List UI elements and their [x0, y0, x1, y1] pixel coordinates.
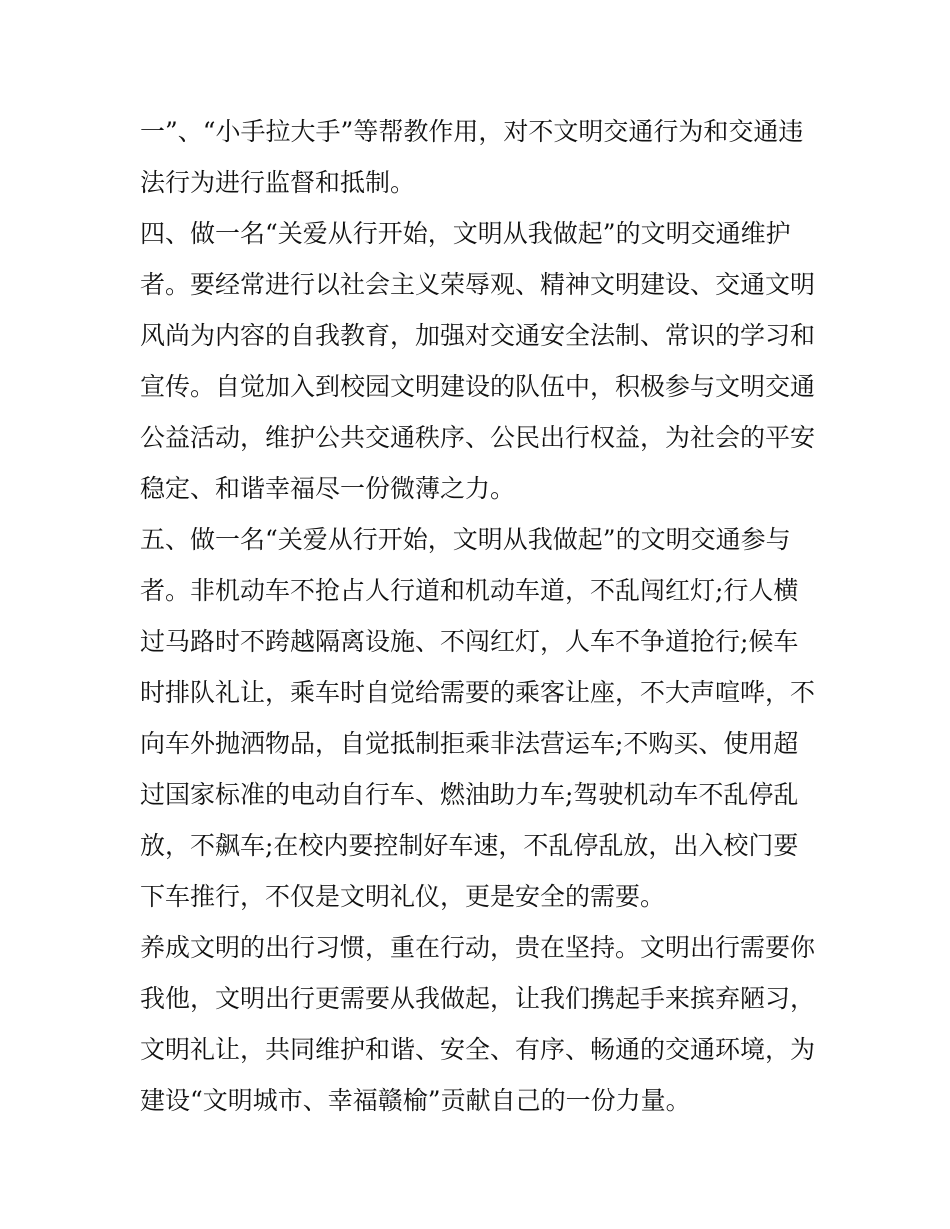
text-line: 过马路时不跨越隔离设施、不闯红灯，人车不争道抢行;候车 [140, 627, 799, 656]
text-line: 文明礼让，共同维护和谐、安全、有序、畅通的交通环境，为 [140, 1035, 816, 1064]
text-line: 一”、“小手拉大手”等帮教作用，对不文明交通行为和交通违 [140, 117, 804, 146]
text-line: 公益活动，维护公共交通秩序、公民出行权益，为社会的平安 [140, 423, 816, 452]
text-line: 建设“文明城市、幸福赣榆”贡献自己的一份力量。 [140, 1086, 691, 1115]
text-line: 五、做一名“关爱从行开始，文明从我做起”的文明交通参与 [140, 525, 791, 554]
document-body [140, 106, 820, 1126]
text-line: 时排队礼让，乘车时自觉给需要的乘客让座，不大声喧哗，不 [140, 678, 816, 707]
text-line: 下车推行，不仅是文明礼仪，更是安全的需要。 [140, 882, 666, 911]
text-line: 四、做一名“关爱从行开始，文明从我做起”的文明交通维护 [140, 219, 791, 248]
text-line: 宣传。自觉加入到校园文明建设的队伍中，积极参与文明交通 [140, 372, 816, 401]
text-line: 稳定、和谐幸福尽一份微薄之力。 [140, 474, 516, 503]
text-line: 过国家标准的电动自行车、燃油助力车;驾驶机动车不乱停乱 [140, 780, 799, 809]
text-line: 者。非机动车不抢占人行道和机动车道，不乱闯红灯;行人横 [140, 576, 799, 605]
text-line: 风尚为内容的自我教育，加强对交通安全法制、常识的学习和 [140, 321, 816, 350]
text-line: 者。要经常进行以社会主义荣辱观、精神文明建设、交通文明 [140, 270, 816, 299]
text-line: 向车外抛洒物品，自觉抵制拒乘非法营运车;不购买、使用超 [140, 729, 799, 758]
text-line: 放，不飙车;在校内要控制好车速，不乱停乱放，出入校门要 [140, 831, 799, 860]
text-line: 养成文明的出行习惯，重在行动，贵在坚持。文明出行需要你 [140, 933, 816, 962]
text-line: 我他，文明出行更需要从我做起，让我们携起手来摈弃陋习， [140, 984, 816, 1013]
text-line: 法行为进行监督和抵制。 [140, 168, 416, 197]
